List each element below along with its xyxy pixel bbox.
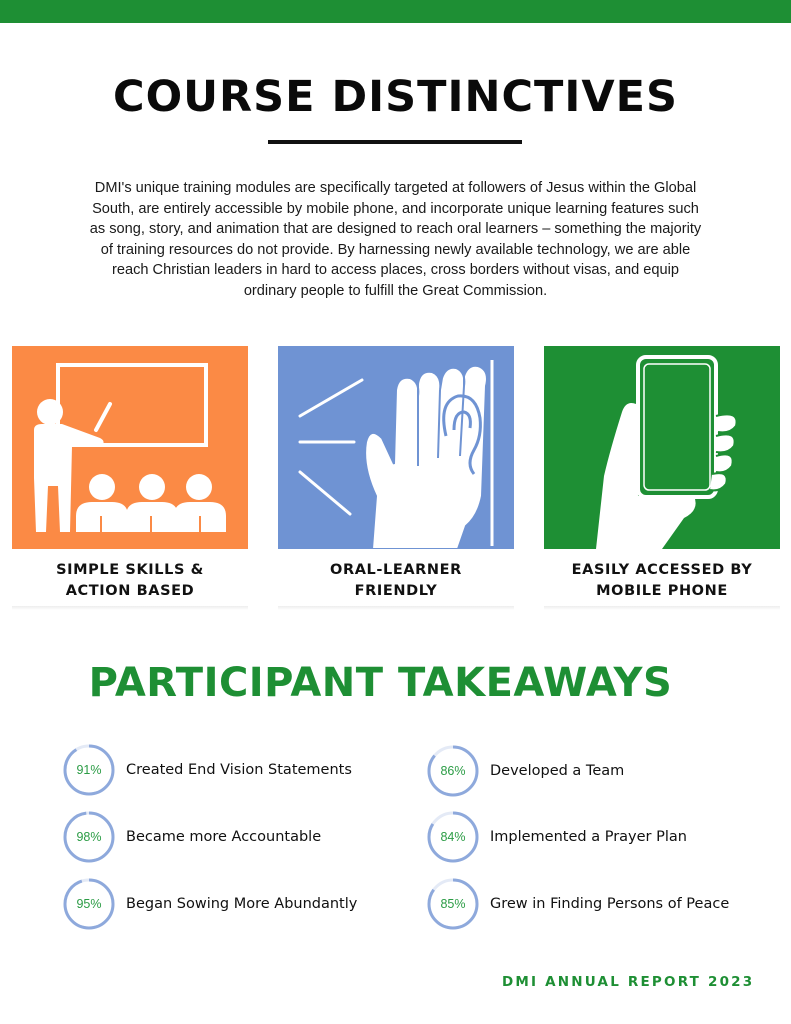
takeaway-item <box>426 743 624 799</box>
hand-to-ear-icon <box>278 346 514 549</box>
progress-ring <box>62 810 116 864</box>
takeaway-text: Implemented a Prayer Plan <box>490 829 687 845</box>
progress-ring <box>62 877 116 931</box>
progress-ring <box>426 744 480 798</box>
card-label-line: EASILY ACCESSED BY <box>571 562 753 578</box>
takeaway-item <box>426 876 729 932</box>
takeaway-item <box>62 742 352 798</box>
takeaway-text: Grew in Finding Persons of Peace <box>490 896 730 912</box>
takeaway-text: Became more Accountable <box>126 829 322 845</box>
percent-label: 84% <box>440 830 466 844</box>
card-label-line: ACTION BASED <box>65 583 195 599</box>
top-accent-bar <box>0 0 791 23</box>
percent-label: 91% <box>76 763 102 777</box>
progress-ring <box>426 877 480 931</box>
card-label-oral-learner <box>278 560 514 602</box>
card-label-mobile-phone <box>544 560 780 602</box>
section-title-takeaways: PARTICIPANT TAKEAWAYS <box>88 660 673 706</box>
card-divider <box>12 606 248 610</box>
card-divider <box>544 606 780 610</box>
percent-label: 95% <box>76 897 102 911</box>
card-mobile-phone <box>544 346 780 549</box>
percent-label: 86% <box>440 764 466 778</box>
page-title: COURSE DISTINCTIVES <box>113 72 678 122</box>
card-label-line: FRIENDLY <box>354 583 438 599</box>
percent-label: 98% <box>76 830 102 844</box>
footer-report-title: DMI ANNUAL REPORT 2023 <box>502 974 755 990</box>
takeaway-text: Created End Vision Statements <box>126 762 352 778</box>
takeaway-item <box>426 809 687 865</box>
title-underline <box>268 140 522 144</box>
percent-label: 85% <box>440 897 466 911</box>
card-divider <box>278 606 514 610</box>
card-label-line: MOBILE PHONE <box>596 583 728 599</box>
takeaway-item <box>62 876 357 932</box>
teacher-classroom-icon <box>12 346 248 549</box>
card-simple-skills <box>12 346 248 549</box>
progress-ring <box>426 810 480 864</box>
card-label-line: ORAL-LEARNER <box>330 562 462 578</box>
intro-paragraph: DMI's unique training modules are specifically targeted at followers of Jesus within the Global South, are entirely accessible by mobile phone, and incorporate unique learning features such as song, story, and animation that are designed to reach oral learners – something the majority of training resources do not provide. By harnessing newly available technology, we are able reach Christian leaders in hard to access places, cross borders without visas, and equip ordinary people to fulfill the Great Commission. <box>89 180 702 299</box>
card-label-simple-skills <box>12 560 248 602</box>
card-oral-learner <box>278 346 514 549</box>
progress-ring <box>62 743 116 797</box>
takeaway-item <box>62 809 321 865</box>
takeaway-text: Developed a Team <box>490 763 625 779</box>
takeaway-text: Began Sowing More Abundantly <box>126 896 358 912</box>
hand-holding-phone-icon <box>544 346 780 549</box>
card-label-line: SIMPLE SKILLS & <box>56 562 204 578</box>
